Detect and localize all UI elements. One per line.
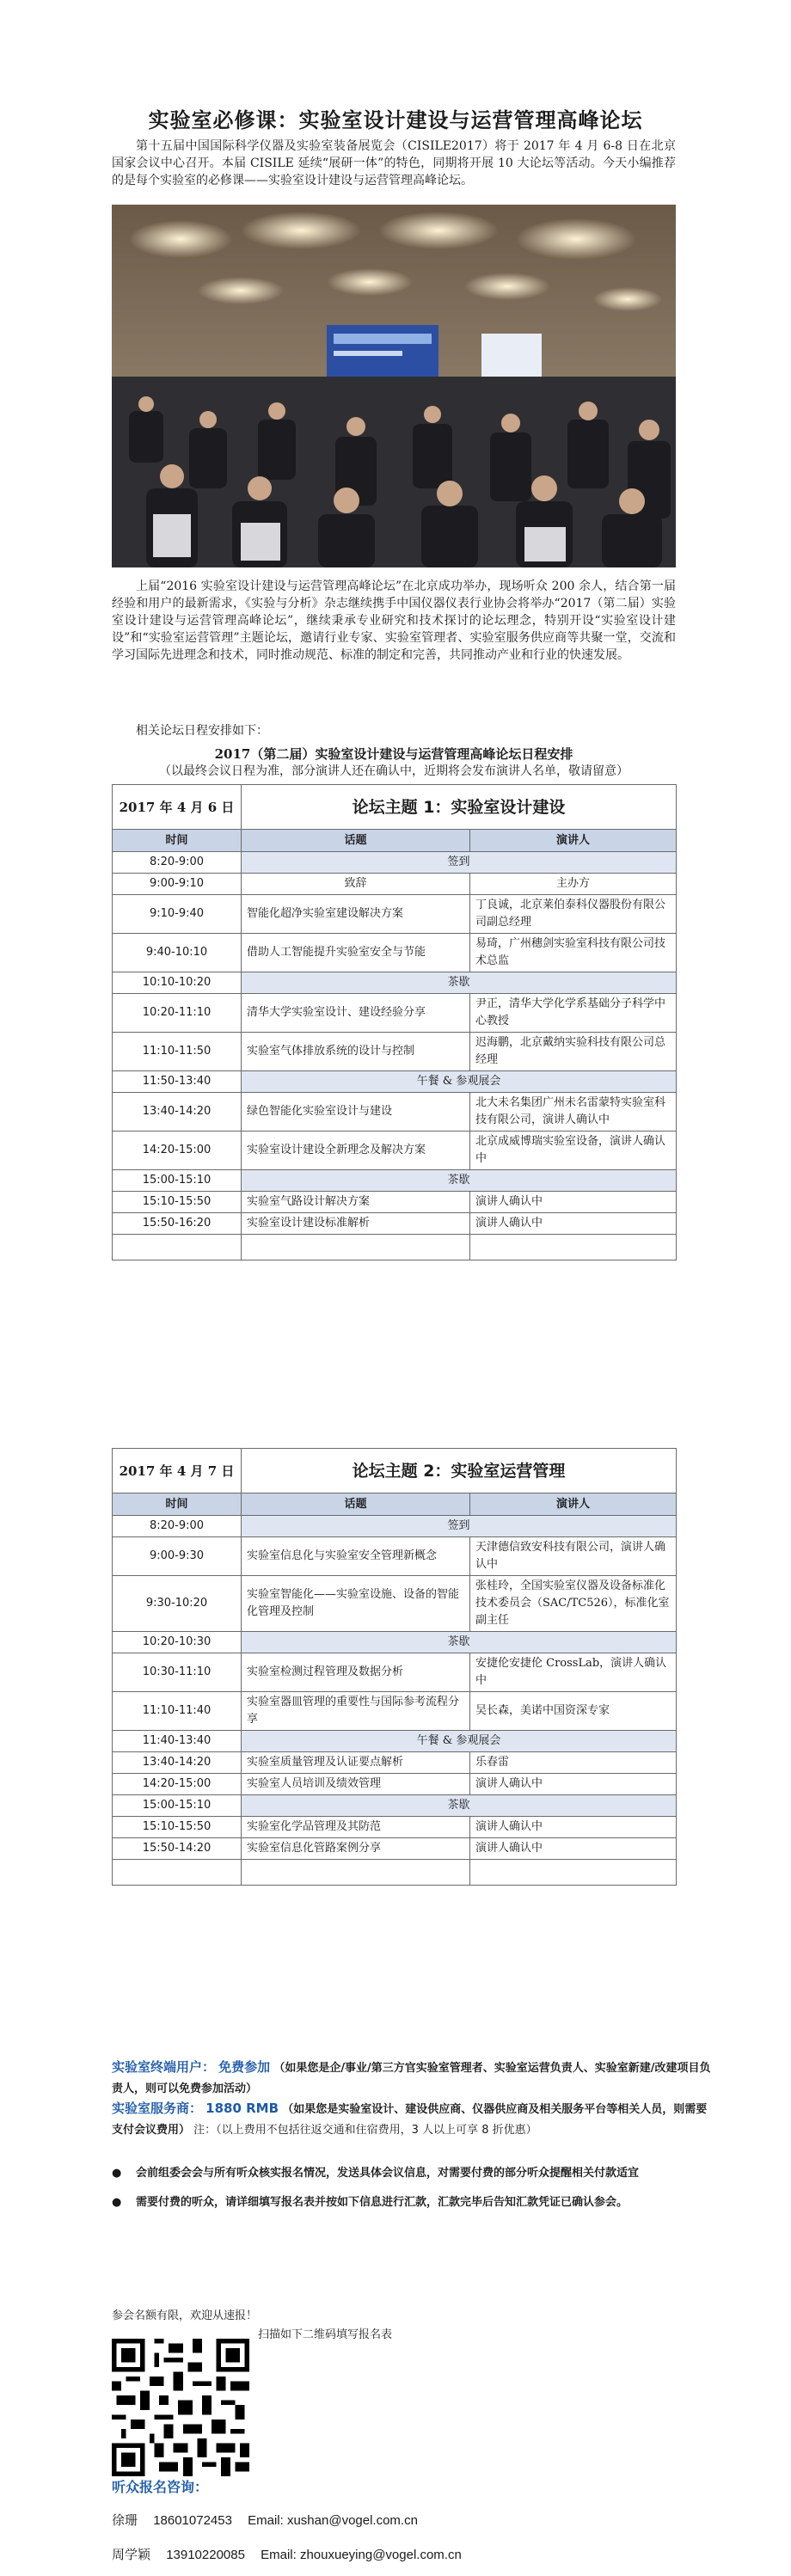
row-speaker: 演讲人确认中: [470, 1213, 677, 1235]
row-time: 15:00-15:10: [113, 1170, 242, 1192]
reg-user-detail: （如果您是企/事业/第三方官实验室管理者、实验室运营负责人、实验室新建/改建项目负责人，则可以免费参加活动）: [112, 2062, 711, 2095]
row-topic: 实验室化学品管理及其防范: [242, 1817, 470, 1838]
bullet-item: [112, 2193, 714, 2213]
bullet-icon: ●: [112, 2167, 122, 2180]
schedule-row: [113, 1731, 677, 1752]
schedule-row: [113, 1132, 677, 1170]
row-speaker: 迟海鹏，北京戴纳实验科技有限公司总经理: [470, 1033, 677, 1071]
row-topic: 实验室信息化管路案例分享: [242, 1838, 470, 1860]
day1-theme: 论坛主题 1：实验室设计建设: [242, 785, 677, 830]
row-topic: 实验室信息化与实验室安全管理新概念: [242, 1537, 470, 1576]
row-topic: 实验室设计建设标准解析: [242, 1213, 470, 1235]
row-break: 午餐 & 参观展会: [242, 1071, 677, 1093]
row-speaker: 尹正，清华大学化学系基础分子科学中心教授: [470, 994, 677, 1033]
col-header-topic: 话题: [242, 1493, 470, 1516]
blank-cell: [470, 1235, 677, 1260]
schedule-row: [113, 1838, 677, 1860]
row-break: 签到: [242, 852, 677, 874]
schedule-row: [113, 1093, 677, 1132]
row-time: 8:20-9:00: [113, 1516, 242, 1537]
reg-user-fee: 免费参加: [218, 2059, 271, 2075]
registration-service: [112, 2098, 714, 2141]
schedule-row: [113, 1653, 677, 1692]
row-topic: 致辞: [242, 874, 470, 895]
bullet-icon: ●: [112, 2196, 122, 2209]
schedule-table-day2: [112, 1448, 677, 1886]
reg-user-label: 实验室终端用户：: [112, 2059, 216, 2075]
row-time: 11:10-11:50: [113, 1033, 242, 1071]
reg-service-fee: 1880 RMB: [205, 2101, 279, 2116]
contact-email[interactable]: Email: xushan@vogel.com.cn: [248, 2513, 418, 2528]
row-topic: 实验室气体排放系统的设计与控制: [242, 1033, 470, 1071]
contact-name: 周学颖: [112, 2548, 151, 2562]
qr-code[interactable]: [112, 2339, 249, 2476]
row-time: 15:00-15:10: [113, 1795, 242, 1817]
schedule-row: [113, 1817, 677, 1838]
row-time: 15:10-15:50: [113, 1817, 242, 1838]
reg-service-detail: （如果您是实验室设计、建设供应商、仪器供应商及相关服务平台等相关人员，则需要支付会议费用）: [112, 2103, 708, 2137]
row-time: 11:50-13:40: [113, 1071, 242, 1093]
row-topic: 实验室设计建设全新理念及解决方案: [242, 1132, 470, 1170]
registration-user: [112, 2057, 714, 2100]
schedule-note: （以最终会议日程为准，部分演讲人还在确认中，近期将会发布演讲人名单，敬请留意）: [159, 764, 629, 778]
row-speaker: 张桂玲，全国实验室仪器及设备标准化技术委员会（SAC/TC526），标准化室副主任: [470, 1576, 677, 1632]
schedule-row: [113, 1192, 677, 1213]
row-break: 签到: [242, 1516, 677, 1537]
schedule-row: [113, 1752, 677, 1774]
schedule-row: [113, 874, 677, 895]
row-speaker: 丁良诚，北京莱伯泰科仪器股份有限公司副总经理: [470, 895, 677, 934]
row-time: 15:50-14:20: [113, 1838, 242, 1860]
reg-service-label: 实验室服务商：: [112, 2101, 203, 2116]
row-time: 14:20-15:00: [113, 1774, 242, 1795]
schedule-row: [113, 1071, 677, 1093]
day1-date: 2017 年 4 月 6 日: [113, 785, 242, 830]
blank-cell: [470, 1860, 677, 1886]
contact-name: 徐珊: [112, 2513, 138, 2528]
row-time: 10:30-11:10: [113, 1653, 242, 1692]
row-speaker: 演讲人确认中: [470, 1774, 677, 1795]
row-time: 8:20-9:00: [113, 852, 242, 874]
schedule-row: [113, 1774, 677, 1795]
row-topic: 实验室人员培训及绩效管理: [242, 1774, 470, 1795]
row-time: 11:40-13:40: [113, 1731, 242, 1752]
bullet-text: 会前组委会会与所有听众核实报名情况，发送具体会议信息，对需要付费的部分听众提醒相关付款适宜: [136, 2167, 640, 2180]
row-break: 茶歇: [242, 1170, 677, 1192]
schedule-row: [113, 895, 677, 934]
contact-phone: 13910220085: [166, 2548, 245, 2562]
row-time: 13:40-14:20: [113, 1093, 242, 1132]
row-time: 15:10-15:50: [113, 1192, 242, 1213]
row-break: 茶歇: [242, 1632, 677, 1653]
schedule-table-day1: [112, 784, 677, 1260]
col-header-topic: 话题: [242, 830, 470, 852]
schedule-row: [113, 972, 677, 994]
row-speaker: 北大未名集团广州未名雷蒙特实验室科技有限公司，演讲人确认中: [470, 1093, 677, 1132]
schedule-row: [113, 1795, 677, 1817]
row-time: 9:10-9:40: [113, 895, 242, 934]
row-time: 9:30-10:20: [113, 1576, 242, 1632]
schedule-row: [113, 1170, 677, 1192]
row-topic: 实验室检测过程管理及数据分析: [242, 1653, 470, 1692]
row-time: 10:20-10:30: [113, 1632, 242, 1653]
inquiry-label: 听众报名咨询：: [112, 2479, 209, 2495]
row-topic: 实验室质量管理及认证要点解析: [242, 1752, 470, 1774]
row-break: 茶歇: [242, 1795, 677, 1817]
row-time: 9:00-9:30: [113, 1537, 242, 1576]
row-topic: 清华大学实验室设计、建设经验分享: [242, 994, 470, 1033]
row-break: 午餐 & 参观展会: [242, 1731, 677, 1752]
schedule-title: 2017（第二届）实验室设计建设与运营管理高峰论坛日程安排: [214, 746, 573, 762]
reg-service-note: 注：（以上费用不包括往返交通和住宿费用，3 人以上可享 8 折优惠）: [193, 2124, 537, 2137]
row-time: 14:20-15:00: [113, 1132, 242, 1170]
intro-paragraph: 第十五届中国国际科学仪器及实验室装备展览会（CISILE2017）将于 2017 年 4 月 6-8 日在北京国家会议中心召开。本届 CISILE 延续“展研一体”的特色，同期将开展 10 大论坛等活动。今天小编推荐的是每个实验室的必修课——实验室设计建设与运营管理高峰论坛。: [112, 139, 676, 187]
day2-theme: 论坛主题 2：实验室运营管理: [242, 1449, 677, 1493]
schedule-row: [113, 934, 677, 972]
contact-phone: 18601072453: [153, 2513, 232, 2528]
row-time: 11:10-11:40: [113, 1692, 242, 1731]
row-speaker: 主办方: [470, 874, 677, 895]
row-topic: 智能化超净实验室建设解决方案: [242, 895, 470, 934]
conference-photo: [112, 205, 676, 567]
row-time: 10:20-11:10: [113, 994, 242, 1033]
schedule-row: [113, 1692, 677, 1731]
row-speaker: 吴长森，美诺中国资深专家: [470, 1692, 677, 1731]
schedule-row: [113, 852, 677, 874]
blank-cell: [242, 1235, 470, 1260]
row-topic: 借助人工智能提升实验室安全与节能: [242, 934, 470, 972]
row-time: 13:40-14:20: [113, 1752, 242, 1774]
contact-row: [112, 2545, 462, 2563]
row-speaker: 乐春雷: [470, 1752, 677, 1774]
row-speaker: 演讲人确认中: [470, 1817, 677, 1838]
schedule-row: [113, 1033, 677, 1071]
row-speaker: 天津德信致安科技有限公司，演讲人确认中: [470, 1537, 677, 1576]
row-topic: 实验室气路设计解决方案: [242, 1192, 470, 1213]
schedule-row: [113, 994, 677, 1033]
row-topic: 绿色智能化实验室设计与建设: [242, 1093, 470, 1132]
col-header-time: 时间: [113, 830, 242, 852]
row-speaker: 易琦，广州穗剑实验室科技有限公司技术总监: [470, 934, 677, 972]
contact-row: [112, 2511, 418, 2529]
col-header-speaker: 演讲人: [470, 830, 677, 852]
schedule-row: [113, 1537, 677, 1576]
schedule-row: [113, 1576, 677, 1632]
day2-date: 2017 年 4 月 7 日: [113, 1449, 242, 1493]
row-speaker: 北京成威博瑞实验室设备，演讲人确认中: [470, 1132, 677, 1170]
blank-cell: [113, 1860, 242, 1886]
col-header-speaker: 演讲人: [470, 1493, 677, 1516]
row-speaker: 演讲人确认中: [470, 1192, 677, 1213]
row-time: 10:10-10:20: [113, 972, 242, 994]
schedule-row: [113, 1213, 677, 1235]
row-time: 9:00-9:10: [113, 874, 242, 895]
contact-email[interactable]: Email: zhouxueying@vogel.com.cn: [261, 2548, 462, 2562]
row-topic: 实验室器皿管理的重要性与国际参考流程分享: [242, 1692, 470, 1731]
bullet-text: 需要付费的听众，请详细填写报名表并按如下信息进行汇款，汇款完毕后告知汇款凭证已确认参会。: [136, 2196, 629, 2209]
schedule-row: [113, 1632, 677, 1653]
blank-cell: [242, 1860, 470, 1886]
welcome-text: 参会名额有限，欢迎从速报！: [112, 2309, 258, 2322]
row-speaker: 演讲人确认中: [470, 1838, 677, 1860]
scan-instruction: 扫描如下二维码填写报名表: [258, 2328, 393, 2341]
blank-cell: [113, 1235, 242, 1260]
row-topic: 实验室智能化——实验室设施、设备的智能化管理及控制: [242, 1576, 470, 1632]
agenda-intro: 相关论坛日程安排如下：: [136, 724, 268, 738]
page-title: 实验室必修课：实验室设计建设与运营管理高峰论坛: [148, 108, 643, 132]
row-time: 15:50-16:20: [113, 1213, 242, 1235]
bullet-item: [112, 2163, 714, 2184]
schedule-row: [113, 1516, 677, 1537]
bullet-list: [112, 2163, 714, 2222]
row-break: 茶歇: [242, 972, 677, 994]
row-speaker: 安捷伦安捷伦 CrossLab，演讲人确认中: [470, 1653, 677, 1692]
row-time: 9:40-10:10: [113, 934, 242, 972]
body-paragraph: 上届“2016 实验室设计建设与运营管理高峰论坛”在北京成功举办，现场听众 200 余人，结合第一届经验和用户的最新需求，《实验与分析》杂志继续携手中国仪器仪表行业协会将举办“2017（第二届）实验室设计建设与运营管理高峰论坛”，继续秉承专业研究和技术探讨的论坛理念，特别开设“实验室设计建设”和“实验室运营管理”主题论坛，邀请行业专家、实验室管理者、实验室服务供应商等共聚一堂，交流和学习国际先进理念和技术，同时推动规范、标准的制定和完善，共同推动产业和行业的快速发展。: [112, 580, 676, 662]
col-header-time: 时间: [113, 1493, 242, 1516]
